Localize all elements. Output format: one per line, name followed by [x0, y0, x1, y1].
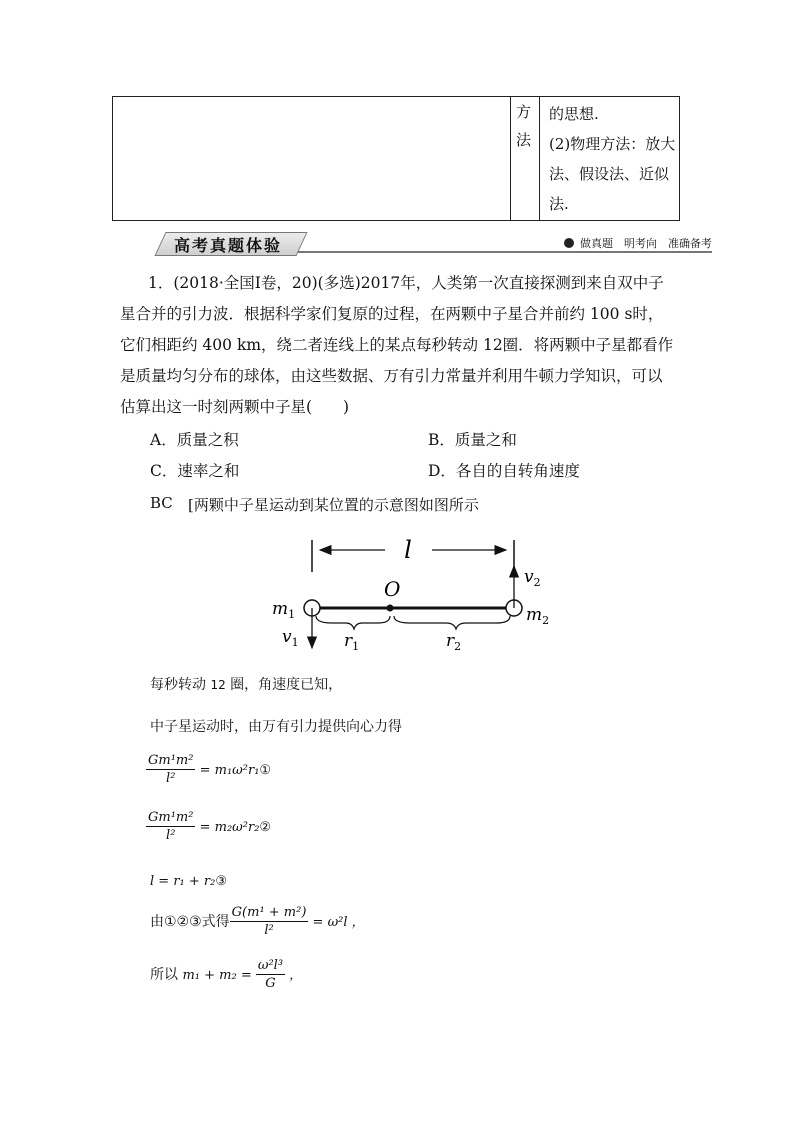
- solution-line-1: 每秒转动 12 圈，角速度已知，: [150, 677, 343, 693]
- banner-subtitle: 做真题 明考向 准确备考: [580, 237, 712, 250]
- label-r1: $r_1$: [344, 631, 360, 653]
- bullet-icon: [564, 238, 574, 248]
- equation-3: l = r₁ + r₂③: [150, 874, 227, 889]
- method-table: [112, 96, 680, 221]
- label-r2: $r_2$: [446, 631, 462, 653]
- label-m1: $m_1$: [272, 599, 296, 621]
- solution-line-2: 中子星运动时，由万有引力提供向心力得: [150, 719, 402, 735]
- table-cell-content: [549, 99, 677, 219]
- question-line: 它们相距约 400 km，绕二者连线上的某点每秒转动 12圈．将两颗中子星都看作: [120, 336, 674, 354]
- method-header-char-1: 方: [516, 103, 532, 121]
- center-point-o: [387, 605, 394, 612]
- answer-intro: [两颗中子星运动到某位置的示意图如图所示: [188, 496, 479, 514]
- banner-right: [564, 235, 712, 251]
- center-label-o: O: [384, 577, 401, 601]
- option-a: A．质量之积: [150, 431, 239, 449]
- question-line: 估算出这一时刻两颗中子星( ): [120, 398, 350, 416]
- answer-key: BC: [150, 494, 173, 512]
- table-line: 的思想.: [549, 105, 599, 123]
- option-d: D．各自的自转角速度: [428, 462, 580, 480]
- banner-title: 高考真题体验: [174, 236, 283, 255]
- label-v2: $v_2$: [524, 567, 541, 589]
- binary-star-diagram: [260, 530, 560, 660]
- question-stem: [120, 268, 680, 423]
- question-line: 星合并的引力波．根据科学家们复原的过程，在两颗中子星合并前约 100 s时，: [120, 305, 664, 323]
- section-banner: [160, 232, 712, 256]
- table-cell-method-header: [510, 97, 540, 220]
- option-c: C．速率之和: [150, 462, 240, 480]
- table-cell-empty: [113, 97, 511, 220]
- label-m2: $m_2$: [526, 605, 550, 627]
- option-b: B．质量之和: [428, 431, 517, 449]
- table-line: (2)物理方法：放大: [549, 135, 676, 153]
- equation-5: 所以 m₁ + m₂ = $\frac{\text{ω²l³}}{G}$ ，: [150, 958, 303, 991]
- equation-4: 由①②③式得 $\frac{\text{G(m¹ + m²)}}{\text{l²}}$ = ω²l ，: [150, 905, 365, 938]
- table-line: 法、假设法、近似: [549, 165, 670, 183]
- question-line: 1．(2018·全国Ⅰ卷，20)(多选)2017年，人类第一次直接探测到来自双中子: [148, 274, 664, 292]
- equation-1: $\frac{\text{Gm¹m²}}{\text{l²}}$ = m₁ω²r₁①: [148, 753, 272, 786]
- banner-rule: [298, 251, 712, 253]
- brace-r2: [394, 616, 510, 629]
- brace-r1: [316, 616, 390, 629]
- distance-label-l: l: [404, 536, 412, 564]
- table-line: 法.: [549, 195, 569, 213]
- equation-2: $\frac{\text{Gm¹m²}}{\text{l²}}$ = m₂ω²r₂②: [148, 810, 272, 843]
- label-v1: $v_1$: [282, 627, 299, 649]
- question-line: 是质量均匀分布的球体，由这些数据、万有引力常量并利用牛顿力学知识，可以: [120, 367, 663, 385]
- method-header-char-2: 法: [516, 131, 532, 149]
